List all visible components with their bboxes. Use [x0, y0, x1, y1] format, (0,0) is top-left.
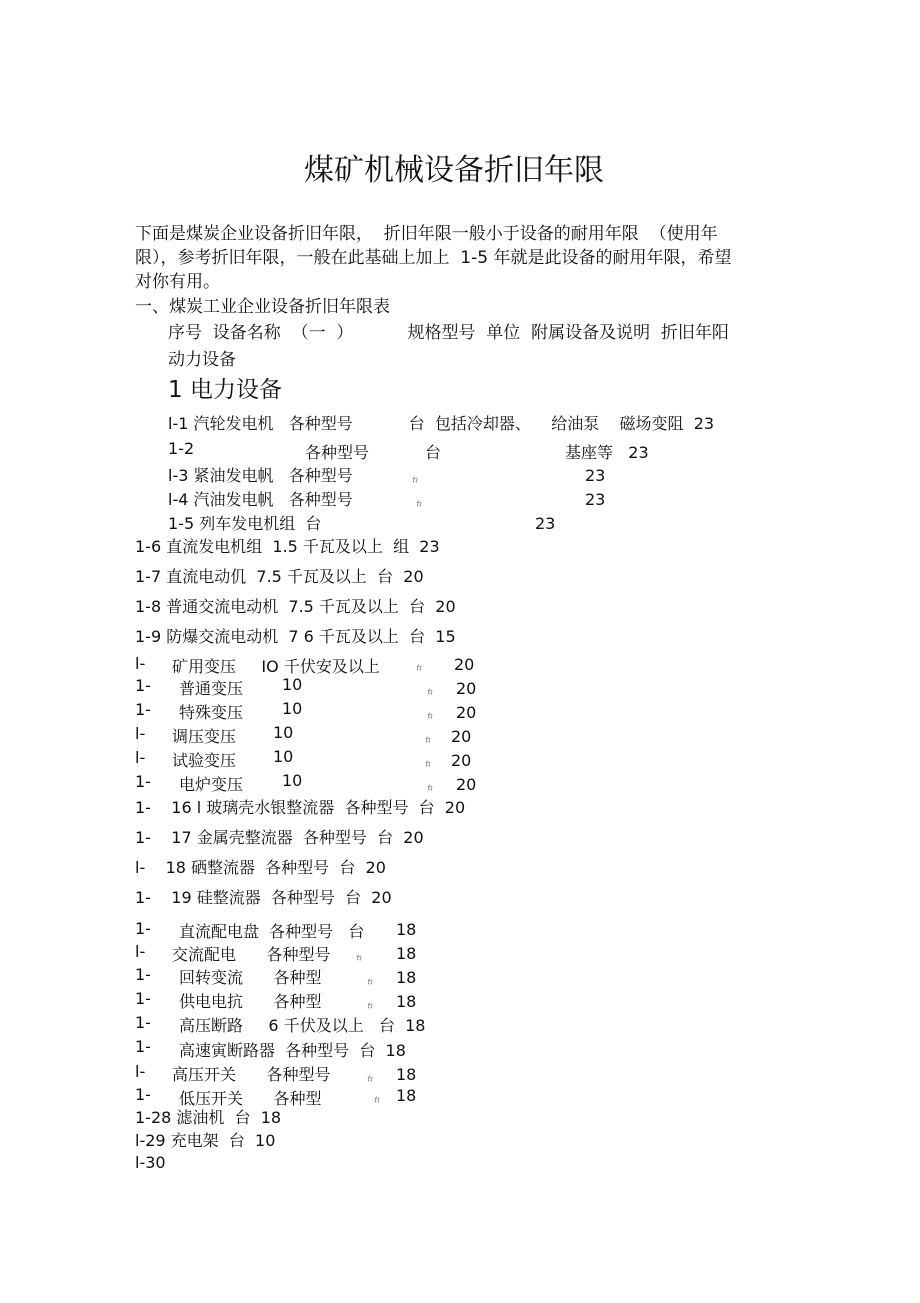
list-item: 1-7 直流电动仉 7.5 千瓦及以上 台 20	[135, 567, 424, 586]
small-glyph: 台	[367, 1076, 374, 1083]
category-heading: 动力设备	[168, 350, 236, 370]
list-item: 1-6 直流发电机组 1.5 千瓦及以上 组 23	[135, 537, 440, 556]
list-item: 1-9 防爆交流电动机 7 6 千瓦及以上 台 15	[135, 627, 456, 646]
list-item: 18	[396, 920, 417, 939]
list-item: 1-	[135, 676, 151, 695]
list-item: 10	[282, 699, 303, 718]
list-item: 1- 17 金属壳整流器 各种型号 台 20	[135, 828, 424, 847]
list-item: 1-	[135, 1037, 151, 1056]
list-item: 1-	[135, 919, 151, 938]
small-glyph: 台	[367, 1003, 374, 1010]
list-item: 1-28 滤油机 台 18	[135, 1108, 282, 1127]
list-item: 10	[282, 771, 303, 790]
small-glyph: 台	[367, 979, 374, 986]
list-item: 23	[535, 514, 556, 533]
list-item: 高压开关 各种型号	[172, 1065, 331, 1084]
list-item: 高速寅断路器 各种型号 台 18	[179, 1041, 406, 1060]
intro-line-3: 对你有用。	[135, 272, 220, 292]
list-item: 20	[456, 679, 477, 698]
list-item: 普通变压	[179, 679, 244, 698]
small-glyph: 台	[416, 665, 423, 672]
small-glyph: 台	[427, 689, 434, 696]
list-item: 23	[585, 466, 606, 485]
list-item: 1- 19 硅整流器 各种型号 台 20	[135, 888, 392, 907]
list-item: 试验变压	[172, 751, 237, 770]
small-glyph: 台	[412, 477, 419, 484]
list-item: 20	[456, 775, 477, 794]
list-item: l-30	[135, 1153, 166, 1172]
list-item: 23	[585, 490, 606, 509]
list-item: 18	[396, 944, 417, 963]
list-item: 1-	[135, 989, 151, 1008]
list-item: 18	[396, 992, 417, 1011]
list-item: 1- 16 l 玻璃壳水银整流器 各种型号 台 20	[135, 798, 466, 817]
intro-line-2: 限），参考折旧年限，一般在此基础上加上 1-5 年就是此设备的耐用年限，希望	[135, 248, 732, 268]
list-item: 20	[451, 751, 472, 770]
list-item: 1-5 列车发电机组 台	[168, 514, 322, 533]
list-item: 20	[451, 727, 472, 746]
list-item: 供电电抗 各种型	[179, 992, 322, 1011]
list-item: 1-	[135, 700, 151, 719]
list-item: 低压开关 各种型	[179, 1089, 322, 1108]
table-header: 序号 设备名称 （一 ） 规格型号 单位 附属设备及说明 折旧年阳	[168, 323, 729, 343]
list-item: 20	[456, 703, 477, 722]
list-item: 1-	[135, 965, 151, 984]
list-item: 回转变流 各种型	[179, 968, 322, 987]
list-item: 1-8 普通交流电动机 7.5 千瓦及以上 台 20	[135, 597, 456, 616]
list-item: l-	[135, 748, 146, 767]
list-item: 矿用变压 IO 千伏安及以上	[172, 657, 380, 676]
list-item: 18	[396, 1065, 417, 1084]
list-item: l-3 紧油发电帆 各种型号	[168, 466, 353, 485]
list-item: l-	[135, 1062, 146, 1081]
list-item: l-4 汽油发电帆 各种型号	[168, 490, 353, 509]
page-title: 煤矿机械设备折旧年限	[304, 153, 604, 188]
small-glyph: 台	[374, 1097, 381, 1104]
intro-line-1: 下面是煤炭企业设备折旧年限， 折旧年限一般小于设备的耐用年限 （使用年	[135, 224, 718, 244]
list-item: l-	[135, 942, 146, 961]
list-item: l-	[135, 724, 146, 743]
list-item: l-1 汽轮发电机 各种型号 台 包括冷却器、 给油泵 磁场变阻 23	[168, 414, 715, 433]
list-item: 18	[396, 1086, 417, 1105]
subcategory-heading: 1 电力设备	[168, 377, 282, 403]
list-item: 各种型号 台	[305, 443, 441, 462]
list-item: 电炉变压	[179, 775, 244, 794]
list-item: l- 18 硒整流器 各种型号 台 20	[135, 858, 386, 877]
list-item: 20	[454, 655, 475, 674]
list-item: 1-	[135, 1013, 151, 1032]
list-item: 基座等 23	[565, 443, 649, 462]
list-item: 高压断路 6 千伏及以上 台 18	[179, 1016, 426, 1035]
section-heading: 一、煤炭工业企业设备折旧年限表	[135, 297, 390, 317]
list-item: l-	[135, 654, 146, 673]
list-item: l-29 充电架 台 10	[135, 1131, 276, 1150]
small-glyph: 台	[427, 713, 434, 720]
list-item: 调压变压	[172, 727, 237, 746]
small-glyph: 台	[425, 761, 432, 768]
list-item: 交流配电 各种型号	[172, 945, 331, 964]
small-glyph: 台	[416, 501, 423, 508]
small-glyph: 台	[425, 737, 432, 744]
list-item: 特殊变压	[179, 703, 244, 722]
list-item: 18	[396, 968, 417, 987]
list-item: 1-2	[168, 439, 195, 458]
list-item: 10	[273, 723, 294, 742]
list-item: 1-	[135, 1085, 151, 1104]
small-glyph: 台	[356, 955, 363, 962]
small-glyph: 台	[427, 785, 434, 792]
list-item: 10	[273, 747, 294, 766]
list-item: 10	[282, 675, 303, 694]
list-item: 1-	[135, 772, 151, 791]
list-item: 直流配电盘 各种型号 台	[179, 922, 365, 941]
